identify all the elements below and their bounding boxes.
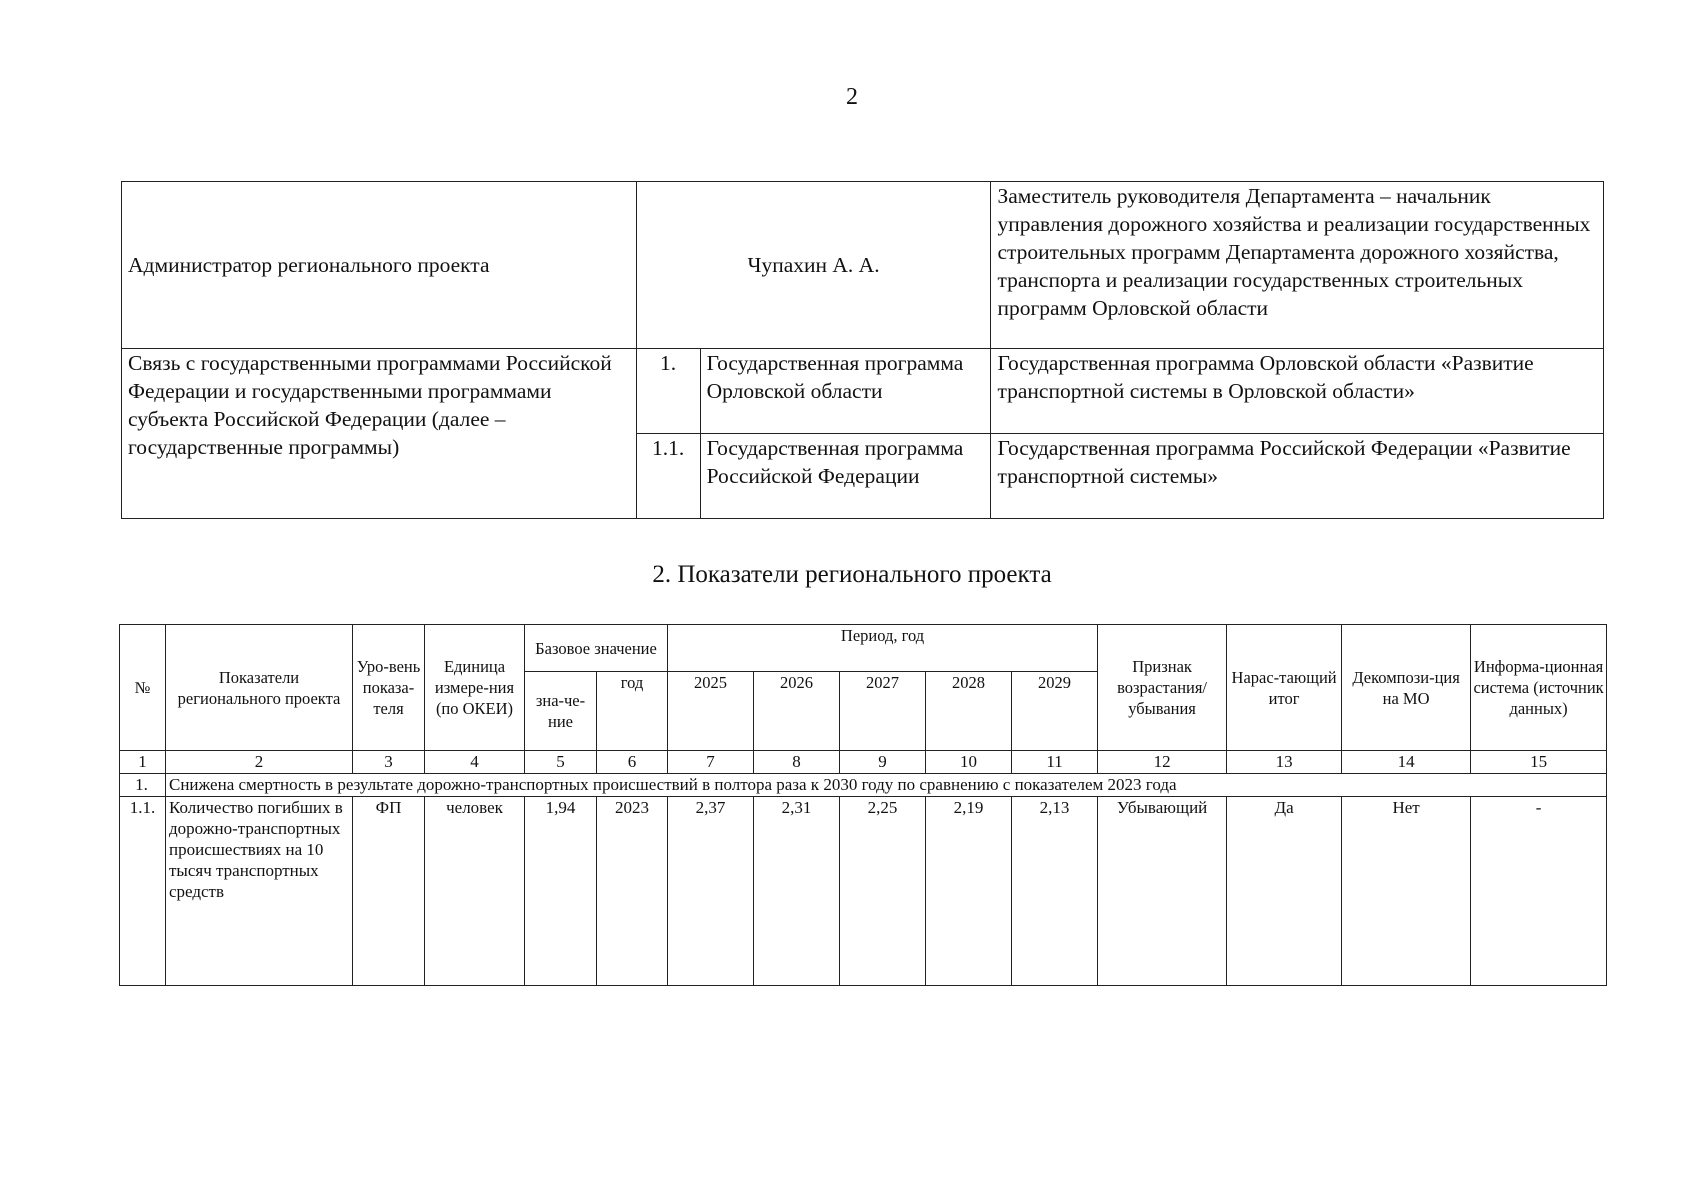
year-value: 2,19	[926, 797, 1012, 986]
year-value: 2,31	[754, 797, 840, 986]
table-header-row	[120, 625, 1607, 672]
year-value: 2,25	[840, 797, 926, 986]
decomposition-value: Нет	[1342, 797, 1471, 986]
program-link-name: Государственная программа Российской Федерации «Развитие транспортной системы»	[991, 434, 1604, 519]
header-info-system: Информа-ционная система (источник данных)	[1471, 625, 1607, 751]
base-value: 1,94	[525, 797, 597, 986]
header-decomposition: Декомпози-ция на МО	[1342, 625, 1471, 751]
header-base-year: год	[597, 672, 668, 751]
column-number: 11	[1012, 751, 1098, 774]
column-number: 6	[597, 751, 668, 774]
column-numbers-row	[120, 751, 1607, 774]
administrator-position: Заместитель руководителя Департамента – начальник управления дорожного хозяйства и реализации государственных строительных программ Департамента дорожного хозяйства, транспорта и реализации государственных строительных программ Орловской области	[991, 182, 1604, 349]
column-number: 7	[668, 751, 754, 774]
cumulative-value: Да	[1227, 797, 1342, 986]
header-base: Базовое значение	[525, 625, 668, 672]
column-number: 13	[1227, 751, 1342, 774]
year-value: 2,37	[668, 797, 754, 986]
header-trend: Признак возрастания/ убывания	[1098, 625, 1227, 751]
indicators-table	[119, 624, 1607, 986]
column-number: 10	[926, 751, 1012, 774]
indicator-name: Количество погибших в дорожно-транспортных происшествиях на 10 тысяч транспортных средств	[166, 797, 353, 986]
program-link-number: 1.1.	[636, 434, 700, 519]
program-link-number: 1.	[636, 349, 700, 434]
column-number: 5	[525, 751, 597, 774]
header-year: 2025	[668, 672, 754, 751]
group-row	[120, 774, 1607, 797]
column-number: 4	[425, 751, 525, 774]
program-links-label: Связь с государственными программами Российской Федерации и государственными программами субъекта Российской Федерации (далее – государственные программы)	[122, 349, 637, 519]
section-title: 2. Показатели регионального проекта	[652, 561, 1052, 588]
header-unit: Единица измере-ния (по ОКЕИ)	[425, 625, 525, 751]
column-number: 2	[166, 751, 353, 774]
program-link-type: Государственная программа Российской Федерации	[700, 434, 991, 519]
header-num: №	[120, 625, 166, 751]
column-number: 15	[1471, 751, 1607, 774]
program-link-row	[122, 349, 1604, 434]
header-indicator: Показатели регионального проекта	[166, 625, 353, 751]
page-number: 2	[846, 84, 858, 110]
column-number: 8	[754, 751, 840, 774]
info-system-value: -	[1471, 797, 1607, 986]
project-info-table	[121, 181, 1604, 519]
column-number: 3	[353, 751, 425, 774]
year-value: 2,13	[1012, 797, 1098, 986]
header-cumulative: Нарас-тающий итог	[1227, 625, 1342, 751]
indicator-level: ФП	[353, 797, 425, 986]
header-base-value: зна-че-ние	[525, 672, 597, 751]
header-year: 2026	[754, 672, 840, 751]
group-title: Снижена смертность в результате дорожно-транспортных происшествий в полтора раза к 2030 году по сравнению с показателем 2023 года	[166, 774, 1607, 797]
trend-value: Убывающий	[1098, 797, 1227, 986]
header-year: 2028	[926, 672, 1012, 751]
header-year: 2029	[1012, 672, 1098, 751]
column-number: 9	[840, 751, 926, 774]
table-row	[120, 797, 1607, 986]
base-year: 2023	[597, 797, 668, 986]
administrator-row	[122, 182, 1604, 349]
program-link-name: Государственная программа Орловской области «Развитие транспортной системы в Орловской области»	[991, 349, 1604, 434]
program-link-type: Государственная программа Орловской области	[700, 349, 991, 434]
header-period: Период, год	[668, 625, 1098, 672]
row-number: 1.1.	[120, 797, 166, 986]
column-number: 12	[1098, 751, 1227, 774]
indicator-unit: человек	[425, 797, 525, 986]
administrator-name: Чупахин А. А.	[636, 182, 991, 349]
header-level: Уро-вень показа-теля	[353, 625, 425, 751]
group-number: 1.	[120, 774, 166, 797]
header-year: 2027	[840, 672, 926, 751]
column-number: 14	[1342, 751, 1471, 774]
administrator-label: Администратор регионального проекта	[122, 182, 637, 349]
column-number: 1	[120, 751, 166, 774]
